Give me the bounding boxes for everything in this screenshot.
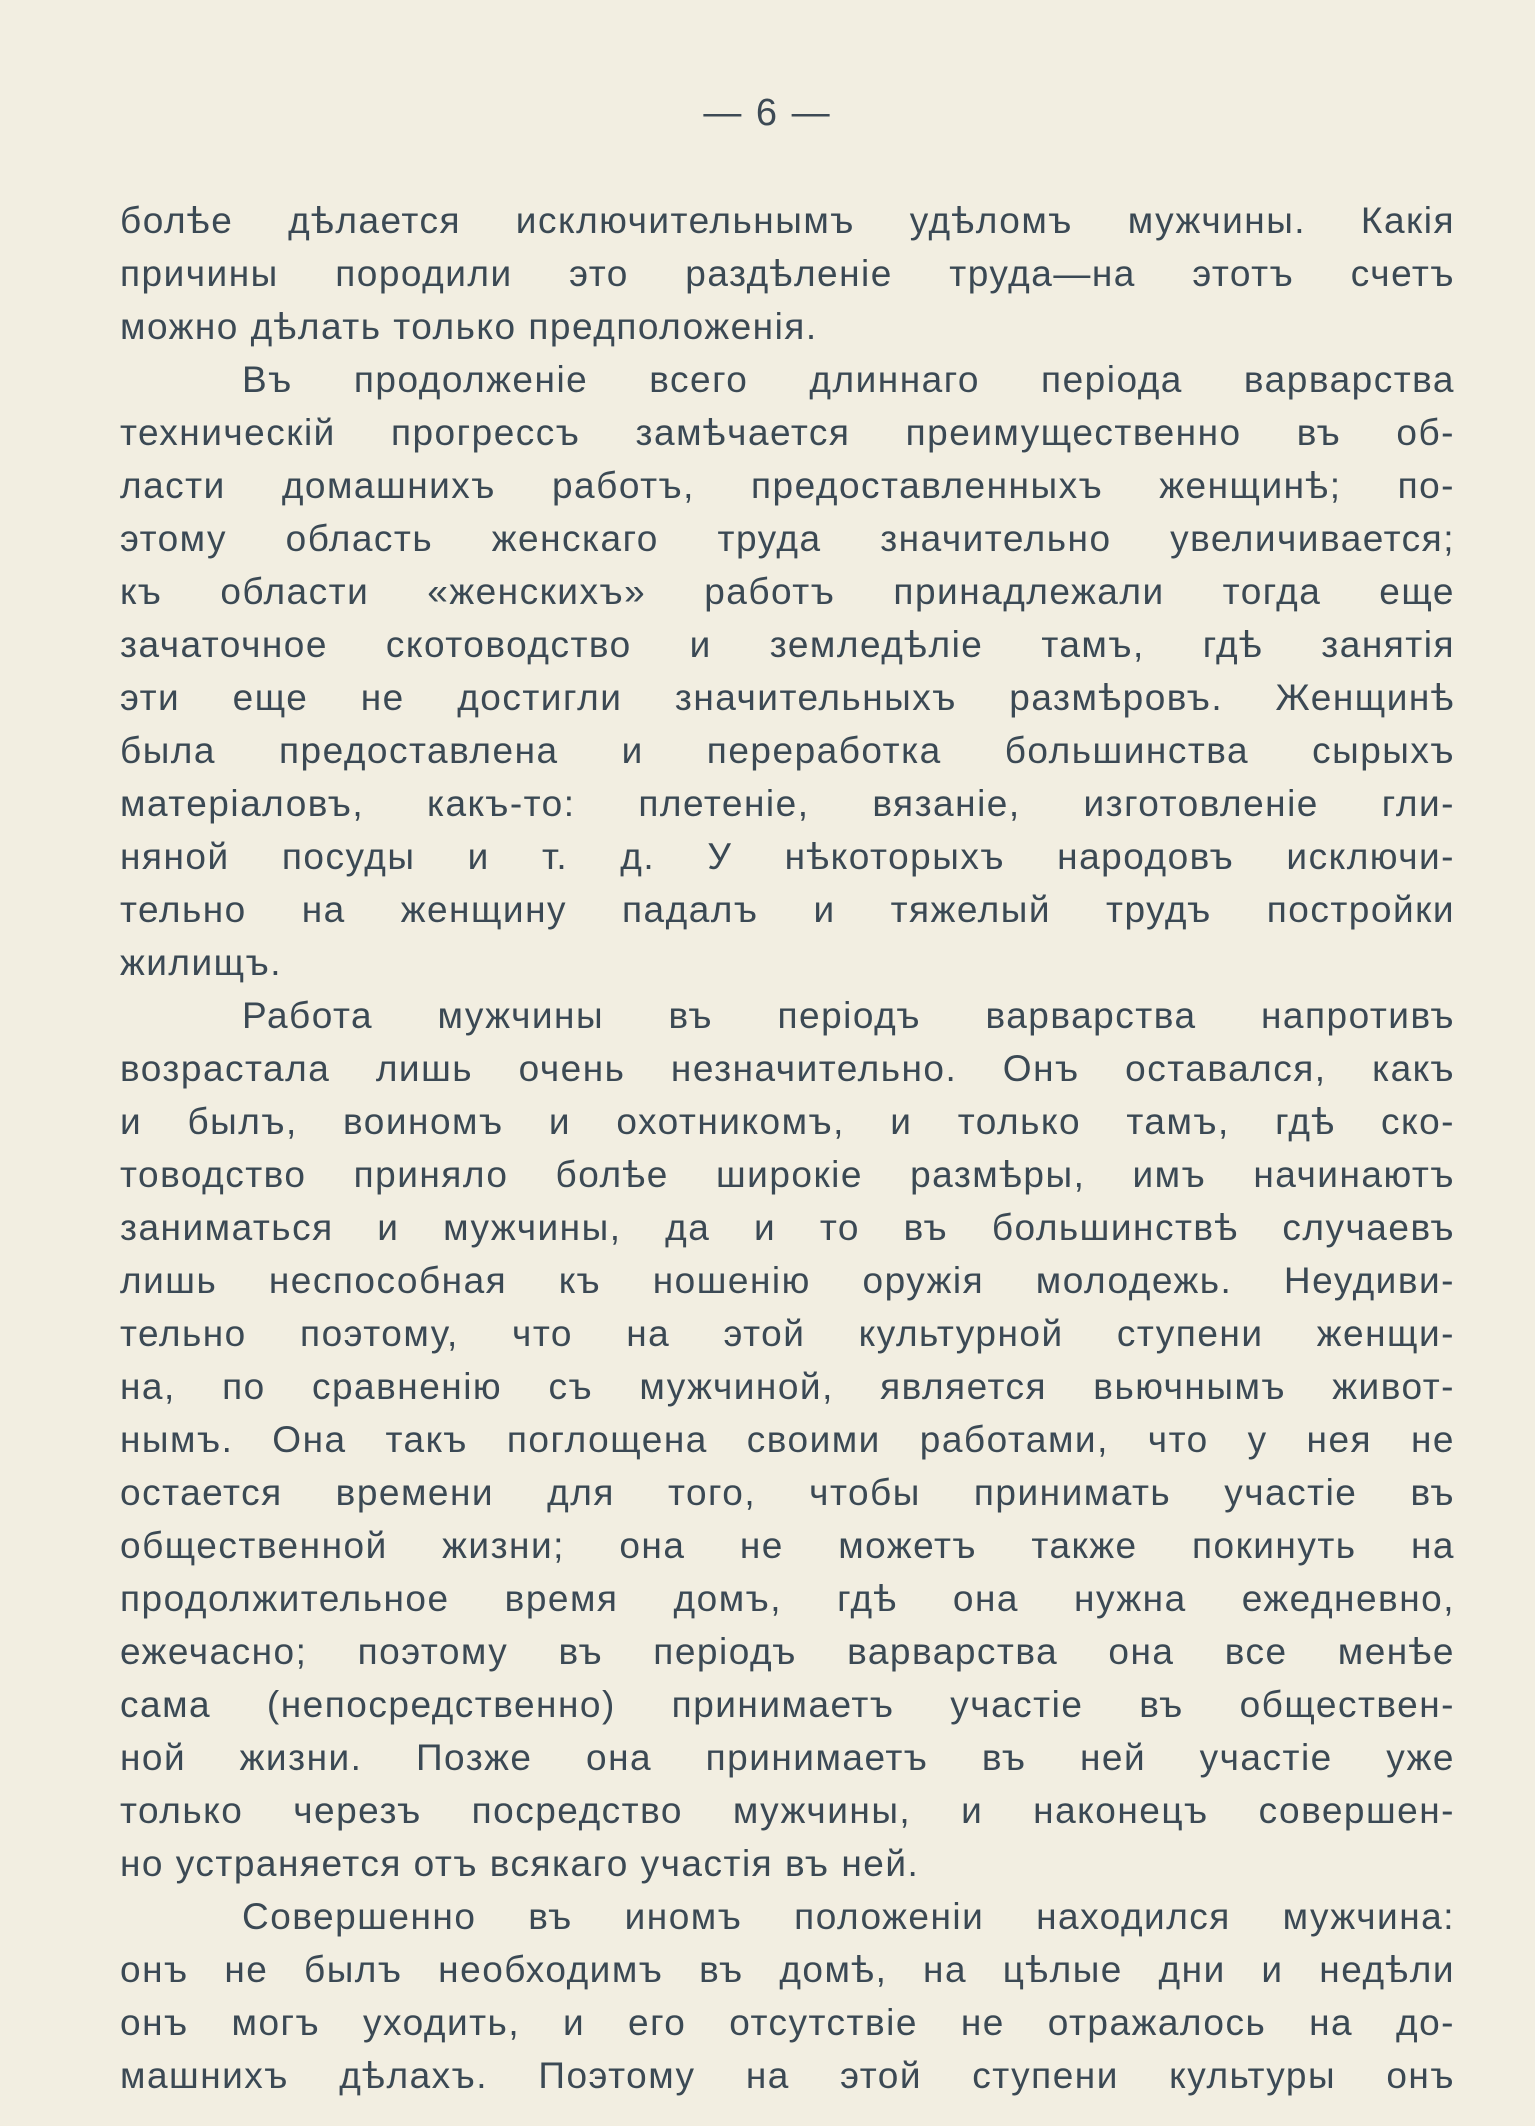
text-line: тельно на женщину падалъ и тяжелый трудъ постройки <box>120 889 1455 930</box>
text-line: общественной жизни; она не можетъ также покинуть на <box>120 1525 1455 1566</box>
text-line: ной жизни. Позже она принимаетъ въ ней участіе уже <box>120 1737 1455 1778</box>
text-line: можно дѣлать только предположенія. <box>120 306 818 347</box>
text-line: заниматься и мужчины, да и то въ большинствѣ случаевъ <box>120 1207 1455 1248</box>
text-line: лишь неспособная къ ношенію оружія молодежь. Неудиви- <box>120 1260 1455 1301</box>
paragraph <box>120 194 1455 353</box>
text-line: была предоставлена и переработка большинства сырыхъ <box>120 730 1455 771</box>
text-line: машнихъ дѣлахъ. Поэтому на этой ступени культуры онъ <box>120 2055 1455 2096</box>
text-line: къ области «женскихъ» работъ принадлежали тогда еще <box>120 571 1455 612</box>
text-line: продолжительное время домъ, гдѣ она нужна ежедневно, <box>120 1578 1455 1619</box>
page-number: — 6 — <box>703 92 832 134</box>
text-line: няной посуды и т. д. У нѣкоторыхъ народовъ исключи- <box>120 836 1455 877</box>
text-line: жилищъ. <box>120 942 283 983</box>
text-line: остается времени для того, чтобы принимать участіе въ <box>120 1472 1455 1513</box>
text-line: только черезъ посредство мужчины, и наконецъ совершен- <box>120 1790 1455 1831</box>
text-line: этому область женскаго труда значительно увеличивается; <box>120 518 1455 559</box>
text-line: Совершенно въ иномъ положеніи находился мужчина: <box>242 1896 1455 1937</box>
text-line: техническій прогрессъ замѣчается преимущественно въ об- <box>120 412 1455 453</box>
text-line: товодство приняло болѣе широкіе размѣры, имъ начинаютъ <box>120 1154 1455 1195</box>
text-line: матеріаловъ, какъ-то: плетеніе, вязаніе, изготовленіе гли- <box>120 783 1455 824</box>
paragraph <box>120 353 1455 989</box>
text-line: на, по сравненію съ мужчиной, является вьючнымъ живот- <box>120 1366 1455 1407</box>
text-line: ежечасно; поэтому въ періодъ варварства она все менѣе <box>120 1631 1455 1672</box>
text-line: ласти домашнихъ работъ, предоставленныхъ женщинѣ; по- <box>120 465 1455 506</box>
text-line: сама (непосредственно) принимаетъ участіе въ обществен- <box>120 1684 1455 1725</box>
text-line: онъ могъ уходить, и его отсутствіе не отражалось на до- <box>120 2002 1455 2043</box>
text-line: Въ продолженіе всего длиннаго періода варварства <box>242 359 1455 400</box>
paragraph <box>120 1890 1455 2102</box>
text-line: возрастала лишь очень незначительно. Онъ оставался, какъ <box>120 1048 1455 1089</box>
text-line: онъ не былъ необходимъ въ домѣ, на цѣлые дни и недѣли <box>120 1949 1455 1990</box>
text-line: но устраняется отъ всякаго участія въ ней. <box>120 1843 920 1884</box>
body-text <box>120 194 1455 2102</box>
text-line: Работа мужчины въ періодъ варварства напротивъ <box>242 995 1455 1036</box>
text-line: причины породили это раздѣленіе труда—на этотъ счетъ <box>120 253 1455 294</box>
text-line: нымъ. Она такъ поглощена своими работами, что у нея не <box>120 1419 1455 1460</box>
text-line: болѣе дѣлается исключительнымъ удѣломъ мужчины. Какія <box>120 200 1455 241</box>
text-line: эти еще не достигли значительныхъ размѣровъ. Женщинѣ <box>120 677 1455 718</box>
text-line: тельно поэтому, что на этой культурной ступени женщи- <box>120 1313 1455 1354</box>
paragraph <box>120 989 1455 1890</box>
text-line: и былъ, воиномъ и охотникомъ, и только тамъ, гдѣ ско- <box>120 1101 1455 1142</box>
text-line: зачаточное скотоводство и земледѣліе тамъ, гдѣ занятія <box>120 624 1455 665</box>
